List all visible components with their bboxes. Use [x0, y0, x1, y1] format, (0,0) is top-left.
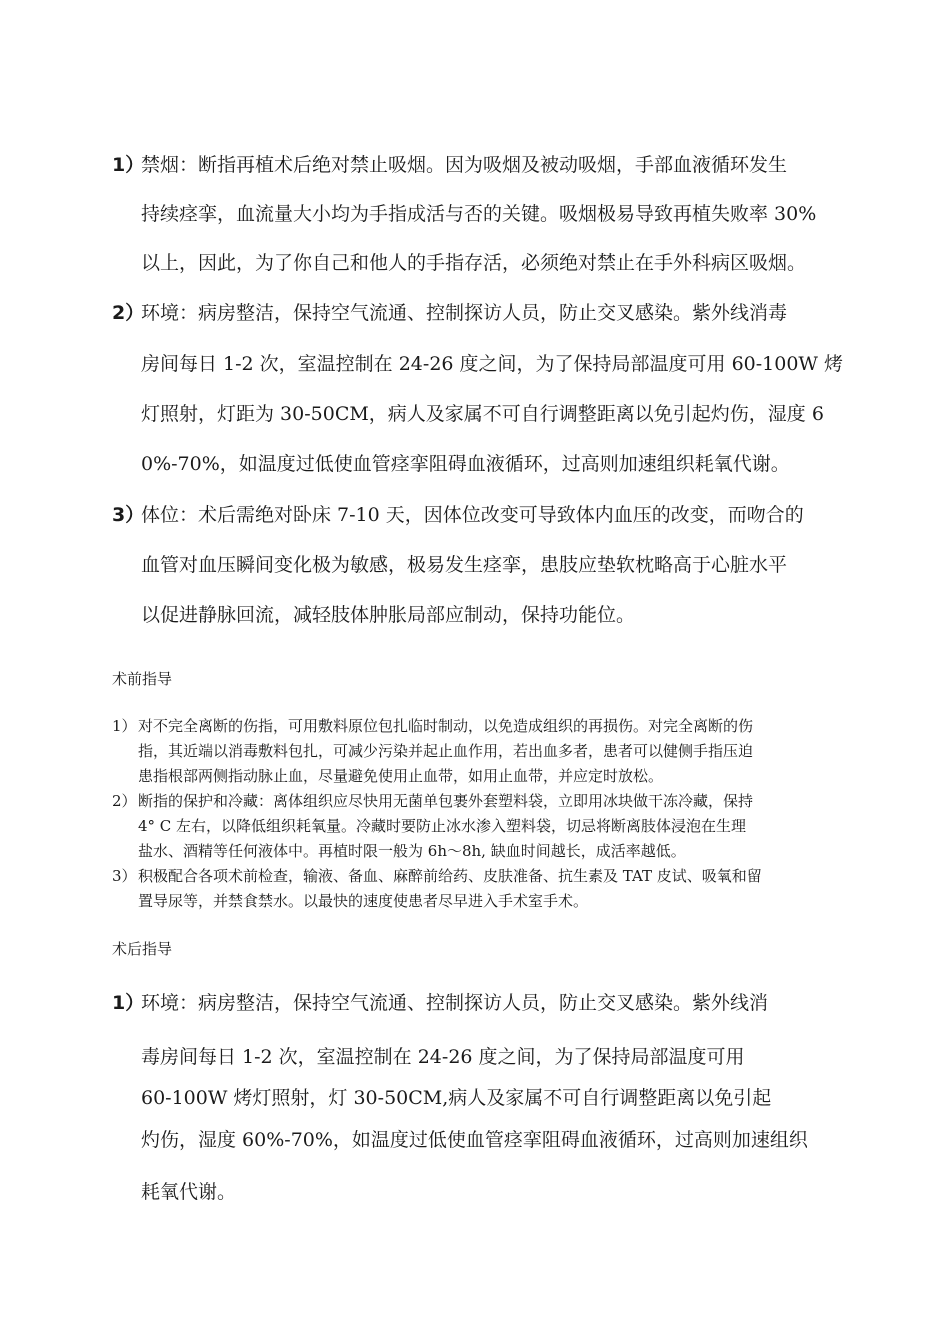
paragraph-line: 血管对血压瞬间变化极为敏感，极易发生痉挛，患肢应垫软枕略高于心脏水平	[141, 554, 788, 576]
paragraph-line: 灯照射，灯距为 30-50CM，病人及家属不可自行调整距离以免引起灼伤，湿度 6	[141, 403, 824, 425]
paragraph-line: 患指根部两侧指动脉止血，尽量避免使用止血带，如用止血带，并应定时放松。	[138, 767, 664, 785]
paragraph-line: 体位：术后需绝对卧床 7-10 天，因体位改变可导致体内血压的改变，而吻合的	[141, 504, 804, 526]
paragraph-line: 指，其近端以消毒敷料包扎，可减少污染并起止血作用，若出血多者，患者可以健侧手指压迫	[138, 742, 754, 760]
paragraph-line: 以上，因此，为了你自己和他人的手指存活，必须绝对禁止在手外科病区吸烟。	[141, 252, 807, 274]
paragraph-line: 环境：病房整洁，保持空气流通、控制探访人员，防止交叉感染。紫外线消毒	[141, 302, 788, 324]
paragraph-line: 以促进静脉回流，减轻肢体肿胀局部应制动，保持功能位。	[141, 604, 636, 626]
paragraph-line: 0%-70%，如温度过低使血管痉挛阻碍血液循环，过高则加速组织耗氧代谢。	[141, 453, 790, 475]
list-marker: 1）	[112, 992, 145, 1014]
paragraph-line: 积极配合各项术前检查，输液、备血、麻醉前给药、皮肤准备、抗生素及 TAT 皮试、吸氧和留	[138, 867, 762, 885]
list-marker: 1）	[112, 154, 145, 176]
section-heading-preop: 术前指导	[112, 670, 173, 688]
paragraph-line: 耗氧代谢。	[141, 1181, 237, 1203]
section-heading-postop: 术后指导	[112, 940, 173, 958]
paragraph-line: 房间每日 1-2 次，室温控制在 24-26 度之间，为了保持局部温度可用 60-100W 烤	[141, 353, 843, 375]
paragraph-line: 60-100W 烤灯照射，灯 30-50CM,病人及家属不可自行调整距离以免引起	[141, 1087, 772, 1109]
list-marker: 3）	[112, 504, 145, 526]
paragraph-line: 置导尿等，并禁食禁水。以最快的速度使患者尽早进入手术室手术。	[138, 892, 589, 910]
paragraph-line: 禁烟：断指再植术后绝对禁止吸烟。因为吸烟及被动吸烟，手部血液循环发生	[141, 154, 788, 176]
paragraph-line: 持续痉挛，血流量大小均为手指成活与否的关键。吸烟极易导致再植失败率 30%	[141, 203, 817, 225]
paragraph-line: 毒房间每日 1-2 次，室温控制在 24-26 度之间，为了保持局部温度可用	[141, 1046, 745, 1068]
paragraph-line: 灼伤，湿度 60%-70%，如温度过低使血管痉挛阻碍血液循环，过高则加速组织	[141, 1129, 808, 1151]
paragraph-line: 对不完全离断的伤指，可用敷料原位包扎临时制动，以免造成组织的再损伤。对完全离断的伤	[138, 717, 754, 735]
paragraph-line: 断指的保护和冷藏：离体组织应尽快用无菌单包裹外套塑料袋，立即用冰块做干冻冷藏，保持	[138, 792, 754, 810]
list-marker: 1）	[112, 717, 137, 735]
paragraph-line: 4° C 左右，以降低组织耗氧量。冷藏时要防止冰水渗入塑料袋，切忌将断离肢体浸泡在生理	[138, 817, 747, 835]
paragraph-line: 环境：病房整洁，保持空气流通、控制探访人员，防止交叉感染。紫外线消	[141, 992, 769, 1014]
list-marker: 2）	[112, 302, 145, 324]
list-marker: 2）	[112, 792, 137, 810]
paragraph-line: 盐水、酒精等任何液体中。再植时限一般为 6h～8h, 缺血时间越长，成活率越低。	[138, 842, 686, 860]
list-marker: 3）	[112, 867, 137, 885]
